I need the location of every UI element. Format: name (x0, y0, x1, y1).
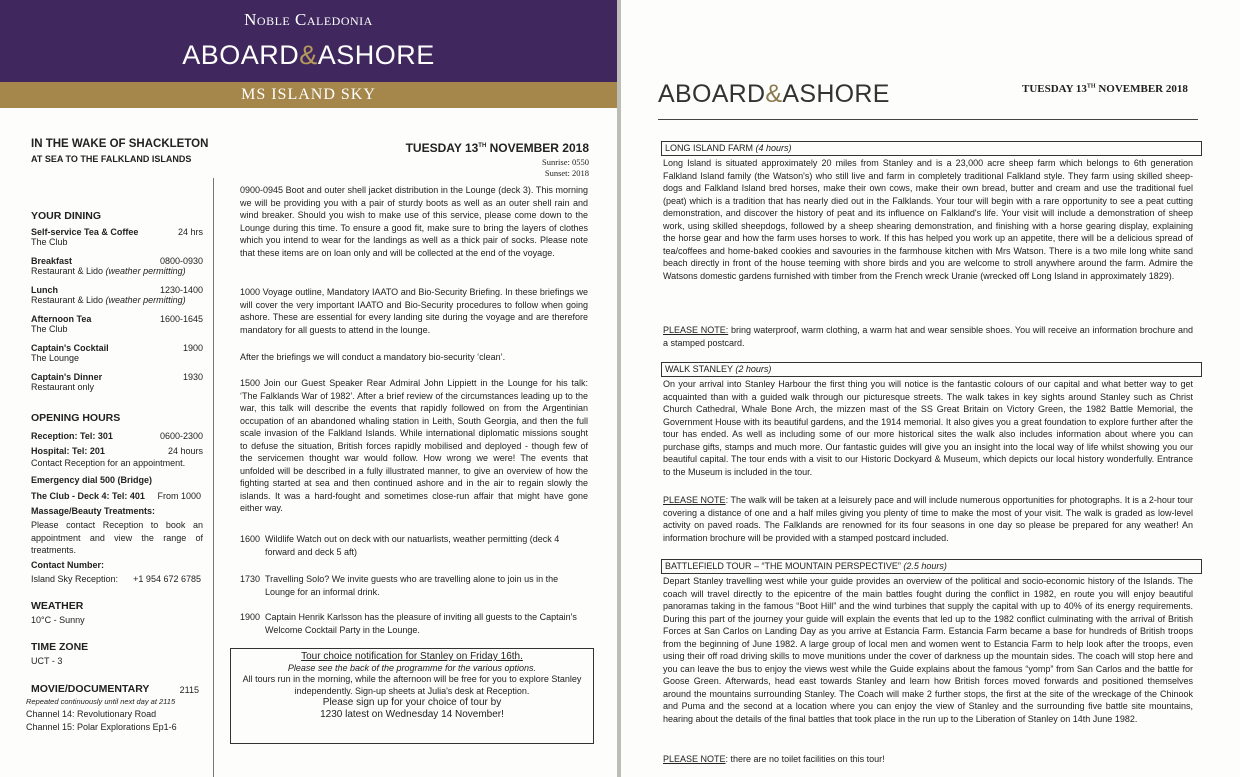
emergency-row (31, 475, 203, 485)
right-logo-aboard: ABOARD (658, 80, 766, 108)
event-0900: 0900-0945 Boot and outer shell jacket distribution in the Lounge (deck 3). This morning we will be providing you with a pair of sturdy boots as well as an outer shell rain and wind breaker. Should you wish to make use of this service, please come down to the Lounge during this time. To ensure a good fit, make sure to bring the layers of clothes which you intend to wear for the landings as well as a thick pair of socks. Please note that these items are on loan only and will be collected at the end of the voyage. (240, 185, 588, 258)
dining-item (31, 343, 203, 363)
battle-text: Depart Stanley travelling west while your guide provides an overview of the political and socio-economic history of the Islands. The coach will travel directly to the epicentre of the main battles fought during the conflict in 1982, en route you will enjoy beautiful panoramas taking in the famous “Boot Hill” and the wind turbines that supply the capital with up to 40% of its energy requirements. During this part of the journey your guide will explain the events that led up to the 1982 conflict culminating with the arrival of British Forces at San Carlos on Landing Day as you arrive at Estancia Farm. Estancia Farm became a base for hundreds of British troops from the beginning of June 1982. A large group of local men and women went to Estancia Farm to help look after the troops, even using their off road driving skills to move munitions under the cover of darkness up the mountain sides. The coach will stop here and you can leave the bus to enjoy the views west while the Guide explains about the famous “yomp” from San Carlos and the battle for Goose Green. Afterwards, head east towards Stanley and learn how British forces moved forwards and positioned themselves around the mountains surrounding Stanley. The Coach will make 2 further stops, the first at the site of the wreckage of the Chinook and Puma and the second at a location where you can enjoy the view of Stanley and the surrounding five battle site mountains, hearing about the details of the final battles that took place in the run up to the Liberation of Stanley on 14th June 1982. (663, 576, 1193, 724)
movie-note: Repeated continuously until next day at 2115 (26, 697, 176, 706)
hospital-label: Hospital: Tel: 201 (31, 446, 105, 456)
newsletter-title (0, 40, 617, 71)
event-1000-followup: After the briefings we will conduct a mandatory bio-security ‘clean’. (240, 352, 506, 362)
farm-text: Long Island is situated approximately 20 miles from Stanley and is a 23,000 acre sheep farm which belongs to 6th generation Falkland Island family (the Watson's) who still live and farm in completely traditional Falkland style. They farm using skilled sheep-dogs and Falkland Island bred horses, make their own cows, make their own bread, butter and cream and use the traditional fuel (peat) which is a tradition that has nearly died out in the Falklands. Your tour will begin with a rare opportunity to see a peat cutting demonstration, and discover the history of peat and its influence on Falkland's life. Your visit will include a demonstration of sheep work, using skilled sheepdogs, followed by a sheep shearing demonstration, and finishing with a horse gearing display, explaining the horse gear and how the farm uses horses to work. If this has helped you work up an appetite, there will be a delicious spread of tea/coffees and home-baked cookies and savouries in the farmhouse kitchen with Mrs Watson. There is a two mile long white sand beach directly in front of the house teeming with shore birds and you are welcome to stroll anywhere around the farm. Admire the Watsons domestic gardens furnished with timber from the French wreck Uranie (wrecked off Long Island in approximately 1829). (663, 158, 1193, 281)
dining-heading: YOUR DINING (31, 210, 102, 222)
club-time: From 1000 (157, 491, 201, 501)
channel-14: Channel 14: Revolutionary Road (26, 709, 157, 719)
farm-note-label: PLEASE NOTE: (663, 325, 729, 335)
massage-text: Please contact Reception to book an appointment and view the range of treatments. (31, 520, 203, 555)
dining-item-time: 1230-1400 (159, 285, 203, 295)
event-1500: 1500 Join our Guest Speaker Rear Admiral John Lippiett in the Lounge for his talk: ‘The Falklands War of 1982’. After a brief review of the circumstances leading up to the war, this talk will describe the events that rapidly followed on from the Argentinian occupation of an abandoned whaling station in Leith, South Georgia, and then the full scale invasion of the Falkland Islands. While international diplomatic missions sought to defuse the situation, British forces rapidly mobilised and deployed - though few of the servicemen thought war would follow. How wrong we were! The events that unfolded will be described in a fully illustrated manner, to give an overview of how the fighting started at sea and then continued ashore and in the air to regain slowly the islands. It was a hard-fought and sometimes close-run affair that might have gone either way. (240, 378, 588, 513)
dining-item-place (31, 382, 203, 392)
farm-note-text: bring waterproof, warm clothing, a warm hat and wear sensible shoes. You will receive an information brochure and a stamped postcard. (663, 325, 1193, 348)
brand-name: Noble Caledonia (244, 10, 373, 29)
contact-name: Island Sky Reception: (31, 574, 119, 584)
event-1900-time: 1900 (240, 612, 261, 622)
dining-item-name: Breakfast (31, 256, 73, 266)
hours-heading: OPENING HOURS (31, 412, 121, 424)
sunrise: Sunrise: 0550 (542, 157, 589, 167)
dining-item-note: (weather permitting) (105, 266, 186, 276)
date-suffix: TH (478, 143, 487, 149)
walk-note-text: : The walk will be taken at a leisurely pace and will include numerous opportunities for photographs. It is a 2-hour tour covering a distance of one and a half miles giving you plenty of time to make the most of your visit. The walk is graded as low-level activity on paved roads. The Falklands are renowned for its four seasons in one day so please be prepared for any weather! An information brochure will be provided with a stamped postcard included. (663, 495, 1193, 543)
dining-item-place (31, 353, 203, 363)
dining-item-place-text: The Club (31, 324, 68, 334)
dining-item-name: Lunch (31, 285, 58, 295)
battle-heading (661, 559, 1202, 574)
event-1730-time: 1730 (240, 574, 261, 584)
right-date (1022, 83, 1188, 95)
dining-item-place-text: Restaurant & Lido (31, 266, 106, 276)
ship-name: MS ISLAND SKY (241, 86, 376, 103)
right-logo-ashore: ASHORE (782, 80, 890, 108)
dining-item-name: Captain's Cocktail (31, 343, 109, 353)
massage-row (31, 506, 203, 516)
cruise-subtitle: AT SEA TO THE FALKLAND ISLANDS (31, 154, 192, 164)
emergency-label: Emergency dial 500 (Bridge) (31, 475, 153, 485)
reception-row (31, 431, 203, 441)
dining-item-time: 0800-0930 (159, 256, 203, 266)
contact-label: Contact Number: (31, 560, 105, 570)
right-date-suffix: TH (1086, 83, 1096, 90)
timezone-value: UCT - 3 (31, 656, 63, 666)
dining-item-time: 1900 (182, 343, 203, 353)
contact-number: +1 954 672 6785 (133, 574, 201, 584)
timezone-heading: TIME ZONE (31, 641, 89, 653)
contact-row (31, 560, 203, 570)
dining-item-place (31, 237, 203, 247)
notice-sign: Please sign up for your choice of tour by (322, 697, 502, 708)
reception-label: Reception: Tel: 301 (31, 431, 113, 441)
dining-item-time: 24 hrs (177, 227, 203, 237)
dining-item-place (31, 324, 203, 334)
right-logo (658, 80, 890, 109)
right-header-rule (658, 119, 1198, 120)
date-rest: NOVEMBER 2018 (486, 141, 589, 155)
dining-item-place-text: Restaurant & Lido (31, 295, 106, 305)
contact-number-row (31, 574, 201, 584)
walk-heading (661, 362, 1202, 377)
farm-note (663, 324, 1193, 349)
battle-note-label: PLEASE NOTE (663, 754, 726, 764)
movie-heading: MOVIE/DOCUMENTARY (31, 683, 150, 695)
farm-duration: (4 hours) (755, 143, 792, 153)
notice-title: Tour choice notification for Stanley on Friday 16th. (301, 651, 523, 662)
dining-item-place-text: The Lounge (31, 353, 80, 363)
battle-note (663, 753, 1193, 766)
walk-note (663, 494, 1193, 544)
event-1000: 1000 Voyage outline, Mandatory IAATO and Bio-Security Briefing. In these briefings we will cover the very important IAATO and Bio-Security procedures to follow when going ashore. These are essential for every landing site during the voyage and are therefore mandatory for all guests to attend in the lounge. (240, 287, 588, 335)
left-page (0, 0, 617, 777)
massage-label: Massage/Beauty Treatments: (31, 506, 156, 516)
battle-duration: (2.5 hours) (903, 561, 947, 571)
dining-item-name: Captain's Dinner (31, 372, 103, 382)
weather-heading: WEATHER (31, 600, 84, 612)
battle-note-text: : there are no toilet facilities on this tour! (725, 754, 885, 764)
date-day: TUESDAY 13 (405, 141, 479, 155)
cruise-title: IN THE WAKE OF SHACKLETON (31, 138, 209, 150)
dining-item-place (31, 295, 203, 305)
movie-time: 2115 (179, 685, 199, 695)
event-1730-text: Travelling Solo? We invite guests who are travelling alone to join us in the Lounge for an informal drink. (265, 574, 559, 597)
farm-heading (661, 141, 1202, 156)
dining-item-name: Self-service Tea & Coffee (31, 227, 139, 237)
dining-item (31, 285, 203, 305)
dining-item-place-text: Restaurant only (31, 382, 95, 392)
dining-item-time: 1600-1645 (159, 314, 203, 324)
dining-item-place-text: The Club (31, 237, 68, 247)
hospital-note: Contact Reception for an appointment. (31, 458, 186, 468)
dining-item-name: Afternoon Tea (31, 314, 92, 324)
dining-item (31, 314, 203, 334)
right-date-rest: NOVEMBER 2018 (1095, 83, 1188, 95)
tour-notice-box (230, 648, 594, 744)
notice-subtitle: Please see the back of the programme for the various options. (287, 662, 537, 673)
dining-item (31, 227, 203, 247)
channel-15: Channel 15: Polar Explorations Ep1-6 (26, 722, 177, 732)
dining-item-place (31, 266, 203, 276)
title-aboard: ABOARD (182, 40, 300, 70)
reception-time: 0600-2300 (159, 431, 203, 441)
right-date-day: TUESDAY 13 (1022, 83, 1087, 95)
hospital-time: 24 hours (167, 446, 203, 456)
farm-title: LONG ISLAND FARM (665, 143, 756, 153)
notice-deadline: 1230 latest on Wednesday 14 November! (320, 708, 504, 720)
title-ashore: ASHORE (317, 40, 435, 70)
event-1900-text: Captain Henrik Karlsson has the pleasure of inviting all guests to the Captain's Welcome Cocktail Party in the Lounge. (265, 612, 577, 635)
sunset: Sunset: 2018 (544, 168, 589, 178)
dining-item-time: 1930 (182, 372, 203, 382)
title-amp: & (299, 40, 318, 70)
walk-text: On your arrival into Stanley Harbour the first thing you will notice is the fantastic colours of our capital and what better way to get acquainted than with a guided walk through our picturesque streets. The walk takes in key sights around Stanley such as Christ Church Cathedral, Whale Bone Arch, the mizzen mast of the SS Great Britain on Victory Green, the 1982 Battle Memorial, the Government House with its beautiful gardens, and the 1914 memorial. It also gives you a great foundation to explore further after the tour has ended. As well as including some of our more historical sites the walk also includes information about where you can purchase gifts, stamps and much more. Our fantastic guides will give you an insight into the local way of life whilst showing you our beautiful capital. The tour ends with a visit to our Historic Dockyard & Museum, which depicts our local history wonderfully. Entrance to the Museum is included in the tour. (663, 379, 1193, 477)
battle-title: BATTLEFIELD TOUR – “THE MOUNTAIN PERSPECTIVE” (665, 561, 904, 571)
dining-item (31, 256, 203, 276)
club-row (31, 491, 201, 501)
event-1600-time: 1600 (240, 534, 261, 544)
walk-duration: (2 hours) (735, 364, 772, 374)
walk-title: WALK STANLEY (665, 364, 736, 374)
walk-note-label: PLEASE NOTE (663, 495, 726, 505)
column-divider (213, 178, 214, 777)
right-logo-amp: & (765, 80, 783, 108)
hospital-row (31, 446, 203, 456)
weather-value: 10°C - Sunny (31, 615, 85, 625)
dining-item-note: (weather permitting) (105, 295, 186, 305)
dining-item (31, 372, 203, 392)
date-heading (406, 141, 589, 155)
club-label: The Club - Deck 4: Tel: 401 (31, 491, 145, 501)
notice-body: All tours run in the morning, while the afternoon will be free for you to explore Stanley independently. Sign-up sheets at Julia's desk at Reception. (242, 674, 582, 696)
event-1600-text: Wildlife Watch out on deck with our natuarlists, weather permitting (deck 4 forward and deck 5 aft) (265, 534, 560, 557)
